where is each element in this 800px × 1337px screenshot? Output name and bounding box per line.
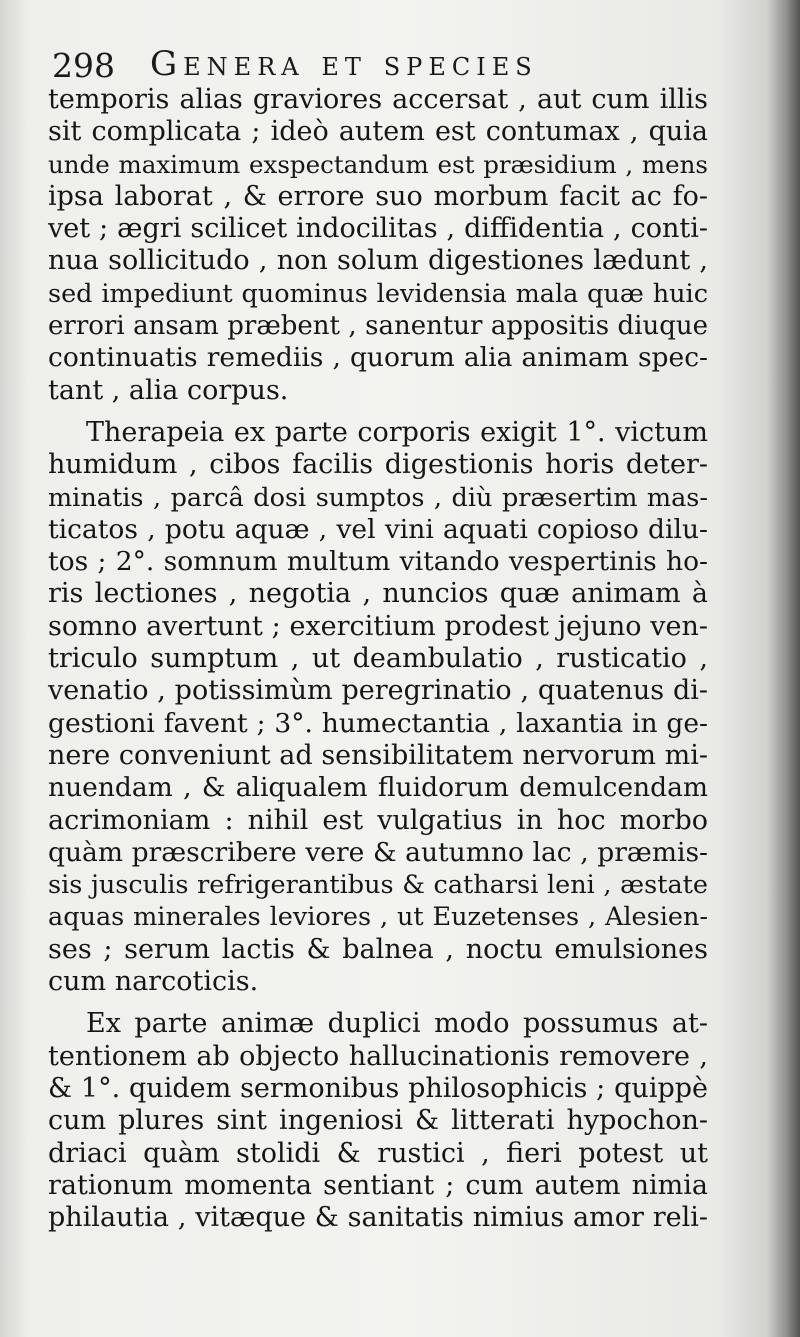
running-head [52, 44, 752, 88]
text-line: humidum , cibos facilis digestionis horis deter- [48, 449, 708, 481]
text-line: triculo sumptum , ut deambulatio , rusticatio , [48, 643, 708, 675]
text-line: nuendam , & aliqualem fluidorum demulcendam [48, 772, 708, 804]
text-line: minatis , parcâ dosi sumptos , diù præsertim mas- [48, 482, 708, 513]
text-line: Therapeia ex parte corporis exigit 1°. victum [86, 416, 708, 448]
text-line: Ex parte animæ duplici modo possumus at- [86, 1008, 708, 1040]
text-line: tos ; 2°. somnum multum vitando vespertinis ho- [48, 546, 708, 578]
text-line: sis jusculis refrigerantibus & catharsi leni , æstate [48, 870, 708, 901]
text-line: ipsa laborat , & errore suo morbum facit ac fo- [48, 180, 708, 212]
paragraph-gap [48, 998, 708, 1008]
text-line: venatio , potissimùm peregrinatio , quatenus di- [48, 675, 708, 707]
running-title: Genera et species [150, 44, 538, 84]
text-line: ses ; serum lactis & balnea , noctu emulsiones [48, 933, 708, 965]
text-line: cum plures sint ingeniosi & litterati hypochon- [48, 1105, 708, 1137]
text-line: sed impediunt quominus levidensia mala quæ huic [48, 278, 708, 309]
text-line: quàm præscribere vere & autumno lac , præmis- [48, 836, 708, 868]
text-line: aquas minerales leviores , ut Euzetenses , Alesien- [48, 902, 708, 933]
page-edge-shadow [766, 0, 800, 1337]
text-line: tentionem ab objecto hallucinationis removere , [48, 1040, 708, 1072]
text-line: rationum momenta sentiant ; cum autem nimia [48, 1169, 708, 1201]
paragraph [48, 417, 708, 998]
text-line: nere conveniunt ad sensibilitatem nervorum mi- [48, 739, 708, 771]
text-line: tant , alia corpus. [48, 374, 289, 406]
text-line: philautia , vitæque & sanitatis nimius amor reli- [48, 1202, 708, 1234]
text-line: & 1°. quidem sermonibus philosophicis ; quippè [48, 1072, 708, 1104]
text-line: nua sollicitudo , non solum digestiones lædunt , [48, 245, 708, 277]
text-line: driaci quàm stolidi & rustici , fieri potest ut [48, 1137, 708, 1169]
text-line: gestioni favent ; 3°. humectantia , laxantia in ge- [48, 707, 708, 739]
body-text [48, 84, 708, 1234]
text-line: cum narcoticis. [48, 966, 259, 998]
text-line: errori ansam præbent , sanentur appositis diuque [48, 311, 708, 342]
text-line: sit complicata ; ideò autem est contumax , quia [48, 116, 708, 148]
text-line: somno avertunt ; exercitium prodest jejuno ven- [48, 610, 708, 642]
text-line: unde maximum exspectandum est præsidium , mens [48, 149, 708, 179]
text-line: ris lectiones , negotia , nuncios quæ animam à [48, 578, 708, 610]
text-line: continuatis remediis , quorum alia animam spec- [48, 342, 708, 374]
paragraph [48, 1008, 708, 1234]
text-line: vet ; ægri scilicet indocilitas , diffidentia , conti- [48, 213, 708, 245]
paragraph-gap [48, 407, 708, 417]
text-line: ticatos , potu aquæ , vel vini aquati copioso dilu- [48, 513, 708, 545]
page-number: 298 [52, 46, 115, 85]
text-line: temporis alias graviores accersat , aut cum illis [48, 84, 708, 115]
paragraph [48, 84, 708, 407]
text-line: acrimoniam : nihil est vulgatius in hoc morbo [48, 804, 708, 836]
